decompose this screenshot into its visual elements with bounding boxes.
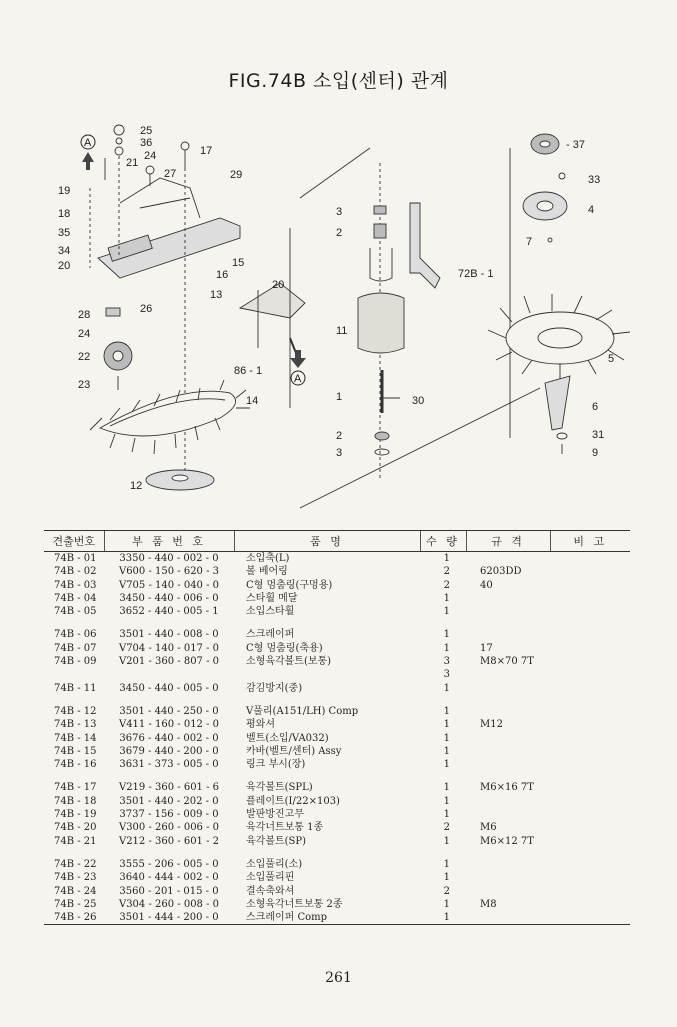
cell-no: 74B - 01 bbox=[54, 553, 97, 564]
cell-part-number bbox=[104, 668, 234, 681]
cell-qty: 1 bbox=[443, 606, 450, 618]
cell-remark bbox=[550, 655, 630, 668]
callout-7: 7 bbox=[526, 236, 533, 248]
table-row bbox=[44, 858, 630, 871]
cell-no: 74B - 13 bbox=[54, 719, 97, 731]
cell-name: 볼 베어링 bbox=[246, 566, 288, 578]
cell-remark bbox=[550, 642, 630, 655]
callout-1: 1 bbox=[336, 391, 343, 403]
cell-qty: 1 bbox=[443, 732, 450, 744]
cell-qty: 1 bbox=[443, 553, 450, 564]
cell-remark bbox=[550, 718, 630, 731]
header-name: 품 명 bbox=[234, 531, 420, 552]
table-row bbox=[44, 758, 630, 771]
cell-no: 74B - 21 bbox=[54, 835, 97, 847]
cell-name: 카바(벨트/센터) Assy bbox=[246, 745, 342, 757]
cell-no: 74B - 24 bbox=[54, 885, 97, 897]
cell-qty: 1 bbox=[443, 592, 450, 604]
cell-part-number: 3640 - 444 - 002 - 0 bbox=[119, 872, 219, 884]
cell-no: 74B - 26 bbox=[44, 911, 104, 925]
header-no: 견출번호 bbox=[44, 531, 104, 552]
cell-remark bbox=[550, 871, 630, 884]
cell-part-number: 3737 - 156 - 009 - 0 bbox=[119, 809, 219, 821]
cell-qty: 2 bbox=[443, 579, 450, 591]
cell-remark bbox=[550, 835, 630, 848]
callout-12: 12 bbox=[130, 480, 143, 492]
callout-34: 34 bbox=[58, 245, 71, 257]
callout-26: 26 bbox=[140, 303, 153, 315]
parts-table bbox=[44, 530, 630, 925]
cell-part-number: 3350 - 440 - 002 - 0 bbox=[119, 553, 219, 564]
callout-11: 11 bbox=[336, 325, 348, 337]
cell-remark bbox=[550, 705, 630, 718]
cell-name: 육각너트보통 1종 bbox=[246, 822, 324, 834]
cell-spec: M12 bbox=[480, 719, 503, 731]
cell-name: 소입풀리핀 bbox=[246, 872, 295, 884]
cell-qty: 1 bbox=[443, 629, 450, 641]
view-marker-a-top: A bbox=[84, 137, 92, 149]
table-row bbox=[44, 795, 630, 808]
table-row bbox=[44, 655, 630, 668]
exploded-parts-diagram bbox=[40, 108, 660, 518]
table-spacer bbox=[44, 771, 630, 781]
callout-9: 9 bbox=[592, 447, 599, 459]
cell-spec: 17 bbox=[480, 642, 493, 654]
callout-33: 33 bbox=[588, 174, 601, 186]
callout-2b: 2 bbox=[336, 430, 343, 442]
page-number: 261 bbox=[325, 970, 352, 986]
cell-name: C형 멈춤링(구멍용) bbox=[246, 579, 333, 591]
cell-spec bbox=[466, 885, 550, 898]
callout-24: 24 bbox=[144, 150, 157, 162]
table-row bbox=[44, 705, 630, 718]
cell-no: 74B - 23 bbox=[54, 872, 97, 884]
callout-16: 16 bbox=[216, 269, 229, 281]
cell-qty: 2 bbox=[443, 885, 450, 897]
cell-part-number: 3560 - 201 - 015 - 0 bbox=[119, 885, 219, 897]
table-row bbox=[44, 732, 630, 745]
cell-qty: 1 bbox=[443, 759, 450, 771]
cell-part-number: 3450 - 440 - 006 - 0 bbox=[119, 592, 219, 604]
table-row bbox=[44, 885, 630, 898]
table-row bbox=[44, 718, 630, 731]
cell-remark bbox=[550, 808, 630, 821]
cell-no: 74B - 12 bbox=[54, 705, 97, 717]
cell-part-number: 3676 - 440 - 002 - 0 bbox=[119, 732, 219, 744]
cell-qty: 1 bbox=[443, 642, 450, 654]
callout-23: 23 bbox=[78, 379, 91, 391]
callout-37: - 37 bbox=[566, 139, 585, 151]
table-row bbox=[44, 605, 630, 618]
callout-25: 25 bbox=[140, 125, 153, 137]
cell-part-number: V304 - 260 - 008 - 0 bbox=[118, 898, 220, 910]
cell-remark bbox=[550, 565, 630, 578]
table-row bbox=[44, 552, 630, 566]
cell-spec bbox=[466, 758, 550, 771]
cell-spec bbox=[466, 808, 550, 821]
cell-no: 74B - 03 bbox=[54, 579, 97, 591]
header-qty: 수 량 bbox=[420, 531, 466, 552]
cell-spec bbox=[466, 552, 550, 566]
callout-24b: 24 bbox=[78, 328, 91, 340]
callout-72b-1: 72B - 1 bbox=[458, 268, 494, 280]
cell-spec: M8 bbox=[480, 898, 497, 910]
cell-spec bbox=[466, 668, 550, 681]
callout-36: 36 bbox=[140, 137, 153, 149]
cell-name: 평와셔 bbox=[246, 719, 275, 731]
cell-name: 스타휠 메달 bbox=[246, 592, 298, 604]
cell-qty: 3 bbox=[443, 656, 450, 668]
cell-qty: 1 bbox=[443, 835, 450, 847]
cell-name: 벨트(소입/VA032) bbox=[246, 732, 329, 744]
cell-remark bbox=[550, 552, 630, 566]
cell-qty: 1 bbox=[443, 872, 450, 884]
header-spec: 규 격 bbox=[466, 531, 550, 552]
cell-part-number: 3450 - 440 - 005 - 0 bbox=[119, 682, 219, 694]
conveyor-belt-drawing bbox=[100, 391, 236, 436]
cell-spec bbox=[466, 705, 550, 718]
cell-remark bbox=[550, 745, 630, 758]
cell-spec: M8×70 7T bbox=[480, 656, 534, 668]
cell-remark bbox=[550, 898, 630, 911]
cell-remark bbox=[550, 781, 630, 794]
page-title: FIG.74B 소입(센터) 관계 bbox=[228, 70, 449, 92]
cell-spec: 40 bbox=[480, 579, 493, 591]
cell-name: 소입풀리(소) bbox=[246, 858, 303, 870]
callout-19: 19 bbox=[58, 185, 71, 197]
table-row bbox=[44, 592, 630, 605]
cell-part-number: V705 - 140 - 040 - 0 bbox=[118, 579, 220, 591]
table-spacer bbox=[44, 695, 630, 705]
view-marker-a-bottom: A bbox=[294, 373, 302, 385]
cell-qty: 1 bbox=[443, 719, 450, 731]
cell-spec bbox=[466, 911, 550, 925]
cell-remark bbox=[550, 628, 630, 641]
cell-spec: M6×12 7T bbox=[480, 835, 534, 847]
cell-remark bbox=[550, 758, 630, 771]
cell-no: 74B - 06 bbox=[54, 629, 97, 641]
table-row bbox=[44, 835, 630, 848]
cell-no: 74B - 18 bbox=[54, 795, 97, 807]
table-row bbox=[44, 871, 630, 884]
cell-name: 소형육각너트보통 2종 bbox=[246, 898, 343, 910]
table-row bbox=[44, 911, 630, 925]
cell-no: 74B - 17 bbox=[54, 782, 97, 794]
cell-part-number: 3679 - 440 - 200 - 0 bbox=[119, 745, 219, 757]
callout-17: 17 bbox=[200, 145, 213, 157]
cell-part-number: 3501 - 440 - 008 - 0 bbox=[119, 629, 219, 641]
table-spacer bbox=[44, 848, 630, 858]
cell-name bbox=[234, 668, 420, 681]
table-row bbox=[44, 808, 630, 821]
cell-spec: 6203DD bbox=[480, 566, 522, 578]
table-header-row bbox=[44, 531, 630, 552]
cell-remark bbox=[550, 911, 630, 925]
cell-name: 감김방지(중) bbox=[246, 682, 303, 694]
cell-qty: 1 bbox=[420, 911, 466, 925]
cell-no: 74B - 05 bbox=[54, 606, 97, 618]
cell-qty: 1 bbox=[443, 898, 450, 910]
table-row bbox=[44, 781, 630, 794]
cell-qty: 1 bbox=[443, 809, 450, 821]
cell-part-number: V212 - 360 - 601 - 2 bbox=[118, 835, 220, 847]
cell-no: 74B - 02 bbox=[54, 566, 97, 578]
table-row bbox=[44, 668, 630, 681]
cell-part-number: 3501 - 440 - 202 - 0 bbox=[119, 795, 219, 807]
cell-part-number: 3555 - 206 - 005 - 0 bbox=[119, 858, 219, 870]
cell-qty: 2 bbox=[443, 566, 450, 578]
callout-21: 21 bbox=[126, 157, 139, 169]
cell-part-number: 3501 - 444 - 200 - 0 bbox=[104, 911, 234, 925]
cell-name: V풀리(A151/LH) Comp bbox=[246, 705, 359, 717]
cell-remark bbox=[550, 858, 630, 871]
callout-18: 18 bbox=[58, 208, 71, 220]
cell-part-number: V219 - 360 - 601 - 6 bbox=[118, 782, 220, 794]
callout-31: 31 bbox=[592, 429, 605, 441]
callout-3: 3 bbox=[336, 206, 343, 218]
cell-part-number: 3652 - 440 - 005 - 1 bbox=[119, 606, 219, 618]
callout-6: 6 bbox=[592, 401, 599, 413]
cell-name: 스크레이퍼 Comp bbox=[234, 911, 420, 925]
cell-no: 74B - 20 bbox=[54, 822, 97, 834]
cell-no: 74B - 16 bbox=[54, 759, 97, 771]
cell-qty: 3 bbox=[443, 669, 450, 681]
callout-29: 29 bbox=[230, 169, 243, 181]
callout-3b: 3 bbox=[336, 447, 343, 459]
cell-qty: 1 bbox=[443, 745, 450, 757]
table-spacer bbox=[44, 618, 630, 628]
cell-remark bbox=[550, 592, 630, 605]
cell-remark bbox=[550, 605, 630, 618]
callout-86-1: 86 - 1 bbox=[234, 365, 263, 377]
cell-spec bbox=[466, 682, 550, 695]
cell-no: 74B - 22 bbox=[54, 858, 97, 870]
callout-13: 13 bbox=[210, 289, 223, 301]
cell-remark bbox=[550, 732, 630, 745]
cell-name: 결속축와셔 bbox=[246, 885, 295, 897]
callout-27: 27 bbox=[164, 168, 177, 180]
cell-spec bbox=[466, 605, 550, 618]
cell-no: 74B - 07 bbox=[54, 642, 97, 654]
cell-spec bbox=[466, 628, 550, 641]
callout-20: 20 bbox=[58, 260, 71, 272]
table-row bbox=[44, 821, 630, 834]
cell-part-number: V411 - 160 - 012 - 0 bbox=[118, 719, 220, 731]
cell-remark bbox=[550, 668, 630, 681]
cell-no: 74B - 25 bbox=[54, 898, 97, 910]
table-row bbox=[44, 579, 630, 592]
cell-remark bbox=[550, 821, 630, 834]
cell-part-number: V600 - 150 - 620 - 3 bbox=[118, 566, 220, 578]
cell-name: 육각볼트(SP) bbox=[246, 835, 307, 847]
header-remark: 비 고 bbox=[550, 531, 630, 552]
cell-spec bbox=[466, 592, 550, 605]
table-row bbox=[44, 898, 630, 911]
roller-drawing bbox=[358, 293, 404, 353]
cell-no: 74B - 11 bbox=[54, 682, 97, 694]
cell-name: 링크 부시(장) bbox=[246, 759, 306, 771]
callout-15: 15 bbox=[232, 257, 245, 269]
cell-name: 소입스타휠 bbox=[246, 606, 295, 618]
callout-35: 35 bbox=[58, 227, 71, 239]
table-row bbox=[44, 565, 630, 578]
cell-qty: 1 bbox=[443, 682, 450, 694]
callout-28: 28 bbox=[78, 309, 91, 321]
cell-name: 플레이트(I/22×103) bbox=[246, 795, 340, 807]
cell-name: C형 멈춤링(축용) bbox=[246, 642, 323, 654]
cell-name: 소입축(L) bbox=[246, 553, 290, 564]
cell-qty: 1 bbox=[443, 782, 450, 794]
callout-14: 14 bbox=[246, 395, 259, 407]
cell-spec bbox=[466, 795, 550, 808]
table-row bbox=[44, 745, 630, 758]
cell-spec bbox=[466, 871, 550, 884]
star-wheel-drawing bbox=[488, 294, 630, 380]
cell-remark bbox=[550, 579, 630, 592]
cell-name: 발판방진고무 bbox=[246, 809, 304, 821]
callout-5: 5 bbox=[608, 353, 615, 365]
callout-20b: 20 bbox=[272, 279, 285, 291]
cell-no: 74B - 09 bbox=[54, 656, 97, 668]
cell-spec bbox=[466, 858, 550, 871]
callout-22: 22 bbox=[78, 351, 91, 363]
cell-no: 74B - 19 bbox=[54, 809, 97, 821]
callout-30: 30 bbox=[412, 395, 425, 407]
cell-part-number: V704 - 140 - 017 - 0 bbox=[118, 642, 220, 654]
cell-part-number: 3501 - 440 - 250 - 0 bbox=[119, 705, 219, 717]
cell-no: 74B - 04 bbox=[54, 592, 97, 604]
callout-2: 2 bbox=[336, 227, 343, 239]
cell-no: 74B - 14 bbox=[54, 732, 97, 744]
cell-no bbox=[44, 668, 104, 681]
cell-name: 육각볼트(SPL) bbox=[246, 782, 313, 794]
cell-remark bbox=[550, 885, 630, 898]
cell-name: 스크레이퍼 bbox=[246, 629, 295, 641]
cell-name: 소형육각볼트(보통) bbox=[246, 656, 332, 668]
cell-spec: M6×16 7T bbox=[480, 782, 534, 794]
table-row bbox=[44, 642, 630, 655]
cell-spec bbox=[466, 745, 550, 758]
cell-qty: 1 bbox=[443, 795, 450, 807]
cell-part-number: V201 - 360 - 807 - 0 bbox=[118, 656, 220, 668]
cell-qty: 1 bbox=[443, 705, 450, 717]
cell-spec bbox=[466, 732, 550, 745]
cell-spec: M6 bbox=[480, 822, 497, 834]
cell-remark bbox=[550, 795, 630, 808]
cell-part-number: 3631 - 373 - 005 - 0 bbox=[119, 759, 219, 771]
cell-qty: 1 bbox=[443, 858, 450, 870]
callout-4: 4 bbox=[588, 204, 595, 216]
cell-qty: 2 bbox=[443, 822, 450, 834]
cell-remark bbox=[550, 682, 630, 695]
cell-part-number: V300 - 260 - 006 - 0 bbox=[118, 822, 220, 834]
table-row bbox=[44, 682, 630, 695]
cell-no: 74B - 15 bbox=[54, 745, 97, 757]
table-row bbox=[44, 628, 630, 641]
header-part-number: 부 품 번 호 bbox=[104, 531, 234, 552]
